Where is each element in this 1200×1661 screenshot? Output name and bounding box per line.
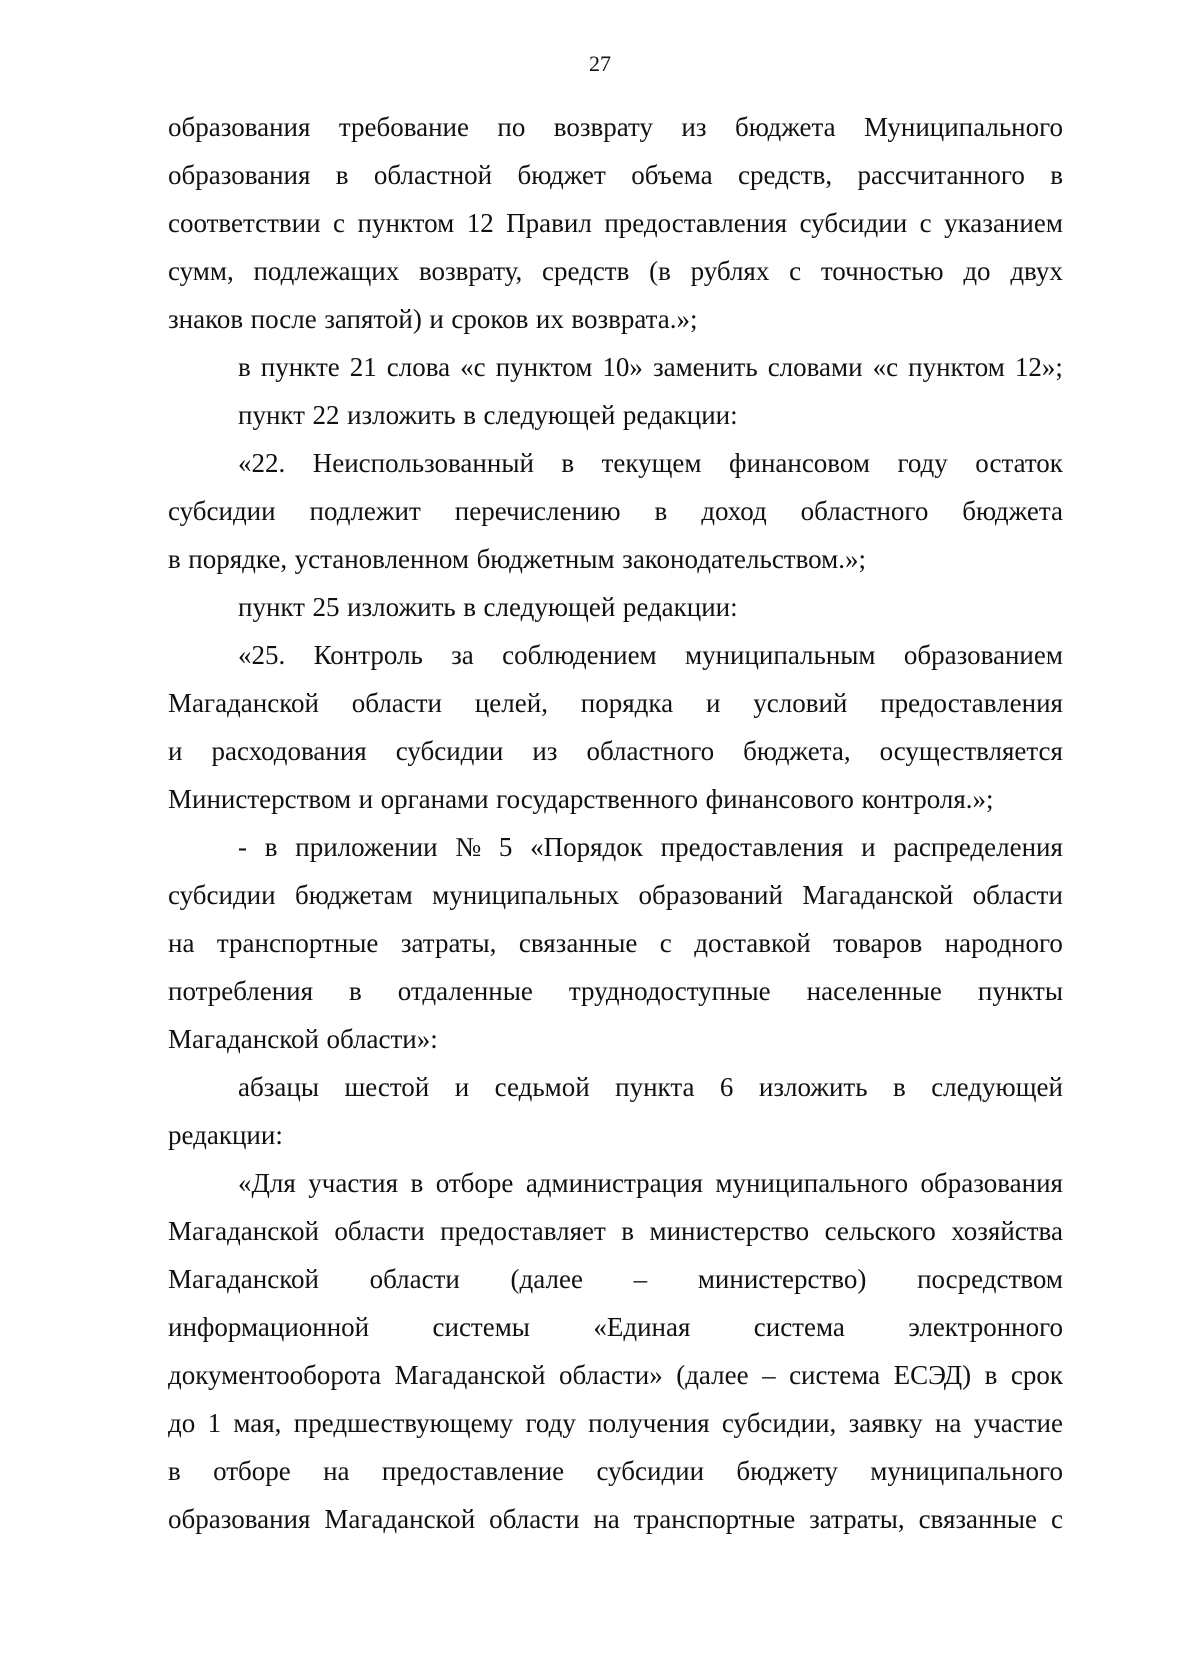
word: области — [351, 688, 443, 718]
word: субсидии — [799, 208, 908, 238]
word: № — [455, 832, 482, 862]
text-line — [168, 103, 1063, 151]
word: - — [238, 832, 247, 862]
text-line — [168, 1495, 1063, 1543]
word: абзацы — [238, 1072, 319, 1102]
word: средств, — [737, 160, 833, 190]
word: Министерством — [168, 784, 352, 814]
word: затраты, — [809, 1504, 905, 1534]
word: образования — [920, 1168, 1063, 1198]
text-line — [168, 871, 1063, 919]
word: сроков — [451, 304, 529, 334]
word: «с — [872, 352, 899, 382]
word: документооборота — [168, 1360, 382, 1390]
word: 1 — [207, 1408, 222, 1438]
word: законодательством.»; — [622, 544, 866, 574]
word: перечислению — [454, 496, 621, 526]
word: народного — [944, 928, 1063, 958]
word: остаток — [975, 448, 1063, 478]
word: области — [972, 880, 1063, 910]
word: области» — [558, 1360, 663, 1390]
word: текущем — [601, 448, 702, 478]
word: в — [238, 352, 251, 382]
text-line — [168, 295, 1063, 343]
word: бюджетным — [476, 544, 615, 574]
word: следующей — [483, 592, 616, 622]
word: в — [621, 1216, 635, 1246]
word: требование — [338, 112, 469, 142]
word: соблюдением — [502, 640, 657, 670]
word: с — [659, 928, 672, 958]
word: труднодоступные — [568, 976, 771, 1006]
word: пункт — [238, 400, 305, 430]
word: Магаданской — [394, 1360, 546, 1390]
word: Контроль — [313, 640, 423, 670]
word: распределения — [893, 832, 1063, 862]
word: редакции: — [168, 1120, 283, 1150]
word: их — [535, 304, 564, 334]
word: финансового — [705, 784, 854, 814]
word: и — [429, 304, 444, 334]
word: областной — [373, 160, 493, 190]
word: до — [963, 256, 991, 286]
word: отборе — [435, 1168, 514, 1198]
word: (в — [649, 256, 671, 286]
word: на — [934, 1408, 962, 1438]
word: заявку — [848, 1408, 923, 1438]
word: возврату — [553, 112, 653, 142]
word: условий — [753, 688, 848, 718]
word: Магаданской — [168, 688, 319, 718]
word: субсидии — [168, 496, 276, 526]
word: образования — [168, 112, 311, 142]
word: пункта — [615, 1072, 695, 1102]
word: соответствии — [168, 208, 321, 238]
word: приложении — [295, 832, 438, 862]
word: изложить — [758, 1072, 868, 1102]
text-line — [168, 1447, 1063, 1495]
word: 12»; — [1014, 352, 1063, 382]
word: возврата.»; — [571, 304, 698, 334]
word: субсидии — [168, 880, 276, 910]
word: субсидии, — [721, 1408, 837, 1438]
word: словами — [767, 352, 863, 382]
word: система — [789, 1360, 881, 1390]
word: (далее — [676, 1360, 749, 1390]
word: расходования — [211, 736, 367, 766]
word: редакции: — [622, 592, 738, 622]
word: системы — [432, 1312, 530, 1342]
word: связанные — [918, 1504, 1038, 1534]
word: сумм, — [168, 256, 234, 286]
word: отборе — [213, 1456, 291, 1486]
word: Магаданской — [168, 1216, 319, 1246]
word: финансовом — [729, 448, 870, 478]
word: подлежит — [309, 496, 421, 526]
word: областного — [586, 736, 715, 766]
word: области — [369, 1264, 460, 1294]
word: «Единая — [593, 1312, 691, 1342]
text-line — [168, 199, 1063, 247]
word: Магаданской — [324, 1504, 476, 1534]
word: транспортные — [633, 1504, 796, 1534]
word: 10» — [602, 352, 643, 382]
word: с — [333, 208, 346, 238]
word: Магаданской — [168, 1024, 319, 1054]
word: «22. — [238, 448, 286, 478]
word: с — [1050, 1504, 1063, 1534]
word: бюджету — [736, 1456, 838, 1486]
word: пункт — [238, 592, 305, 622]
word: связанные — [518, 928, 638, 958]
word: предоставления — [880, 688, 1063, 718]
word: субсидии — [395, 736, 504, 766]
word: подлежащих — [253, 256, 400, 286]
text-line — [168, 1207, 1063, 1255]
word: муниципальным — [684, 640, 876, 670]
word: ЕСЭД) — [893, 1360, 972, 1390]
word: министерство — [649, 1216, 810, 1246]
word: электронного — [908, 1312, 1063, 1342]
word: государственного — [496, 784, 699, 814]
word: Неиспользованный — [312, 448, 534, 478]
text-line — [168, 247, 1063, 295]
word: двух — [1010, 256, 1063, 286]
word: в — [168, 544, 181, 574]
word: Правил — [506, 208, 592, 238]
text-line — [168, 1015, 1063, 1063]
text-line — [168, 1303, 1063, 1351]
text-line — [168, 1063, 1063, 1111]
text-line — [168, 727, 1063, 775]
text-line — [168, 487, 1063, 535]
word: предшествующему — [293, 1408, 514, 1438]
word: заменить — [652, 352, 758, 382]
word: министерство) — [697, 1264, 867, 1294]
word: следующей — [931, 1072, 1063, 1102]
word: запятой) — [324, 304, 422, 334]
word: указанием — [944, 208, 1063, 238]
word: в — [654, 496, 668, 526]
word: в — [463, 400, 476, 430]
word: контроля.»; — [861, 784, 994, 814]
word: средств — [541, 256, 630, 286]
word: редакции: — [622, 400, 738, 430]
word: «с — [460, 352, 486, 382]
word: (далее — [510, 1264, 583, 1294]
word: населенные — [806, 976, 942, 1006]
word: пунктом — [495, 352, 593, 382]
word: в — [410, 1168, 424, 1198]
word: и — [861, 832, 876, 862]
text-line — [168, 151, 1063, 199]
word: участие — [973, 1408, 1063, 1438]
word: «Порядок — [530, 832, 643, 862]
word: Муниципального — [864, 112, 1063, 142]
word: – — [633, 1264, 648, 1294]
text-line — [168, 631, 1063, 679]
word: седьмой — [494, 1072, 590, 1102]
word: 25 — [312, 592, 340, 622]
page-number: 27 — [589, 51, 611, 76]
word: областного — [800, 496, 929, 526]
word: в — [984, 1360, 998, 1390]
word: порядке, — [188, 544, 288, 574]
word: товаров — [833, 928, 923, 958]
word: Магаданской — [168, 1264, 319, 1294]
word: Магаданской — [802, 880, 954, 910]
word: «Для — [238, 1168, 296, 1198]
word: и — [358, 784, 374, 814]
word: – — [762, 1360, 776, 1390]
word: возврату, — [418, 256, 523, 286]
word: муниципального — [715, 1168, 909, 1198]
word: 21 — [349, 352, 377, 382]
word: знаков — [168, 304, 244, 334]
word: бюджет — [517, 160, 606, 190]
word: потребления — [168, 976, 314, 1006]
word: области — [489, 1504, 580, 1534]
word: порядка — [580, 688, 674, 718]
word: образованием — [903, 640, 1063, 670]
word: рассчитанного — [857, 160, 1025, 190]
word: предоставления — [604, 208, 788, 238]
word: срок — [1010, 1360, 1063, 1390]
word: установленном — [294, 544, 470, 574]
word: образования — [168, 1504, 311, 1534]
word: за — [451, 640, 474, 670]
word: и — [454, 1072, 470, 1102]
word: в — [168, 1456, 181, 1486]
document-body — [168, 103, 1063, 1543]
text-line — [168, 439, 1063, 487]
word: бюджета, — [743, 736, 851, 766]
word: году — [525, 1408, 576, 1438]
word: бюджета — [734, 112, 836, 142]
word: в — [561, 448, 575, 478]
word: изложить — [347, 400, 456, 430]
word: бюджета — [962, 496, 1063, 526]
word: объема — [631, 160, 713, 190]
word: отдаленные — [397, 976, 533, 1006]
word: муниципальных — [432, 880, 620, 910]
word: следующей — [483, 400, 616, 430]
word: пункты — [977, 976, 1063, 1006]
word: 12 — [466, 208, 494, 238]
word: получения — [588, 1408, 710, 1438]
word: области»: — [326, 1024, 438, 1054]
word: образований — [638, 880, 783, 910]
word: система — [753, 1312, 845, 1342]
word: бюджетам — [294, 880, 413, 910]
word: с — [789, 256, 802, 286]
word: из — [681, 112, 707, 142]
word: мая, — [233, 1408, 282, 1438]
word: предоставление — [381, 1456, 565, 1486]
word: в — [349, 976, 362, 1006]
word: затраты, — [400, 928, 497, 958]
word: до — [168, 1408, 196, 1438]
word: изложить — [347, 592, 456, 622]
word: доход — [701, 496, 767, 526]
word: пункте — [260, 352, 340, 382]
text-line — [168, 967, 1063, 1015]
word: предоставления — [660, 832, 844, 862]
word: пунктом — [908, 352, 1005, 382]
word: информационной — [168, 1312, 370, 1342]
text-line — [168, 535, 1063, 583]
word: транспортные — [216, 928, 379, 958]
word: органами — [380, 784, 489, 814]
word: сельского — [824, 1216, 936, 1246]
word: целей, — [474, 688, 548, 718]
word: хозяйства — [951, 1216, 1063, 1246]
text-line — [168, 583, 1063, 631]
word: по — [497, 112, 526, 142]
word: предоставляет — [440, 1216, 606, 1246]
word: субсидии — [596, 1456, 705, 1486]
text-line — [168, 1255, 1063, 1303]
text-line — [168, 775, 1063, 823]
text-line — [168, 1111, 1063, 1159]
word: с — [919, 208, 932, 238]
word: после — [250, 304, 317, 334]
word: администрация — [525, 1168, 703, 1198]
word: муниципального — [870, 1456, 1063, 1486]
word: и — [705, 688, 721, 718]
word: году — [897, 448, 948, 478]
word: участия — [308, 1168, 398, 1198]
word: образования — [168, 160, 311, 190]
word: области — [334, 1216, 425, 1246]
word: из — [532, 736, 558, 766]
word: 5 — [498, 832, 513, 862]
word: пунктом — [357, 208, 455, 238]
word: слова — [386, 352, 451, 382]
word: на — [593, 1504, 620, 1534]
word: в — [463, 592, 476, 622]
word: рублях — [690, 256, 770, 286]
word: «25. — [238, 640, 286, 670]
word: на — [323, 1456, 350, 1486]
text-line — [168, 343, 1063, 391]
text-line — [168, 919, 1063, 967]
text-line — [168, 679, 1063, 727]
word: в — [264, 832, 278, 862]
word: осуществляется — [879, 736, 1063, 766]
text-line — [168, 1399, 1063, 1447]
word: в — [892, 1072, 906, 1102]
word: доставкой — [694, 928, 811, 958]
text-line — [168, 823, 1063, 871]
word: на — [168, 928, 195, 958]
word: шестой — [344, 1072, 430, 1102]
word: в — [1050, 160, 1063, 190]
word: и — [168, 736, 183, 766]
word: точностью — [820, 256, 944, 286]
text-line — [168, 1351, 1063, 1399]
word: посредством — [917, 1264, 1063, 1294]
text-line — [168, 1159, 1063, 1207]
text-line — [168, 391, 1063, 439]
word: 22 — [312, 400, 340, 430]
word: в — [335, 160, 349, 190]
word: 6 — [719, 1072, 734, 1102]
